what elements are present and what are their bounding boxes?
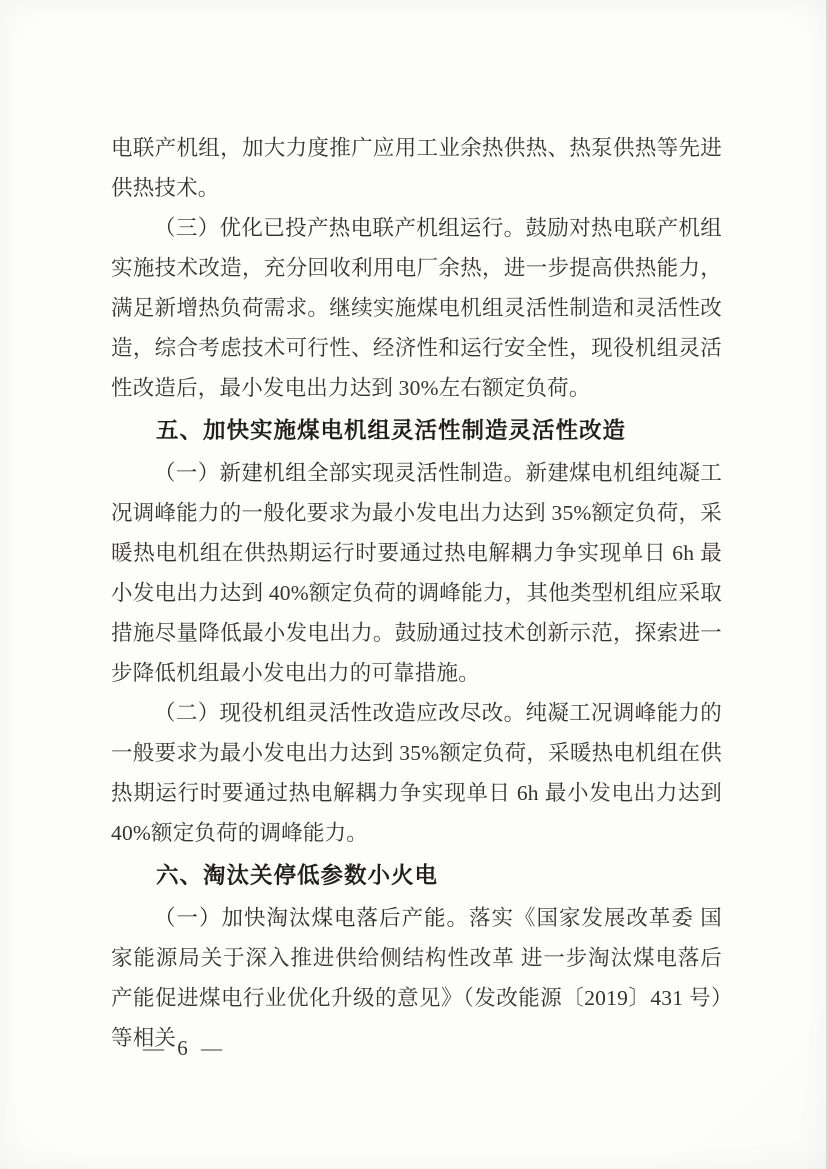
paragraph-lead: （三）优化已投产热电联产机组运行。 <box>154 216 526 240</box>
document-text-block <box>111 128 722 1058</box>
paragraph-lead: （二）现役机组灵活性改造应改尽改。 <box>154 701 526 725</box>
paragraph-text: 落实《国家发展改革委 国家能源局关于深入推进供给侧结构性改革 进一步淘汰煤电落后产能促进煤电行业优化升级的意见》（发改能源〔2019〕431 号）等相关 <box>111 906 722 1050</box>
section-heading-5 <box>111 411 722 451</box>
paragraph-text: 新建煤电机组纯凝工况调峰能力的一般化要求为最小发电出力达到 35%额定负荷，采暖热电机组在供热期运行时要通过热电解耦力争实现单日 6h 最小发电出力达到 40%额定负荷的调峰能力，其他类型机组应采取措施尽量降低最小发电出力。鼓励通过技术创新示范，探索进一步降低机组最小发电出力的可靠措施。 <box>111 461 722 685</box>
paragraph-lead: （一）加快淘汰煤电落后产能。 <box>154 906 469 930</box>
continuation-paragraph <box>111 128 722 208</box>
paragraph-lead: （一）新建机组全部实现灵活性制造。 <box>154 461 526 485</box>
paragraph-item-1 <box>111 453 722 693</box>
paragraph-text: 鼓励对热电联产机组实施技术改造，充分回收利用电厂余热，进一步提高供热能力，满足新增热负荷需求。继续实施煤电机组灵活性制造和灵活性改造，综合考虑技术可行性、经济性和运行安全性，现役机组灵活性改造后，最小发电出力达到 30%左右额定负荷。 <box>111 216 722 400</box>
paragraph-text: 电联产机组，加大力度推广应用工业余热供热、热泵供热等先进供热技术。 <box>111 136 722 200</box>
paragraph-item-3 <box>111 208 722 408</box>
page-number: — 6 — <box>143 1036 226 1060</box>
section-heading-6 <box>111 856 722 896</box>
paragraph-item-2 <box>111 693 722 853</box>
paragraph-text: 纯凝工况调峰能力的一般要求为最小发电出力达到 35%额定负荷，采暖热电机组在供热期运行时要通过热电解耦力争实现单日 6h 最小发电出力达到 40%额定负荷的调峰能力。 <box>111 701 722 845</box>
heading-text: 六、淘汰关停低参数小火电 <box>156 863 439 888</box>
heading-text: 五、加快实施煤电机组灵活性制造灵活性改造 <box>156 418 627 443</box>
